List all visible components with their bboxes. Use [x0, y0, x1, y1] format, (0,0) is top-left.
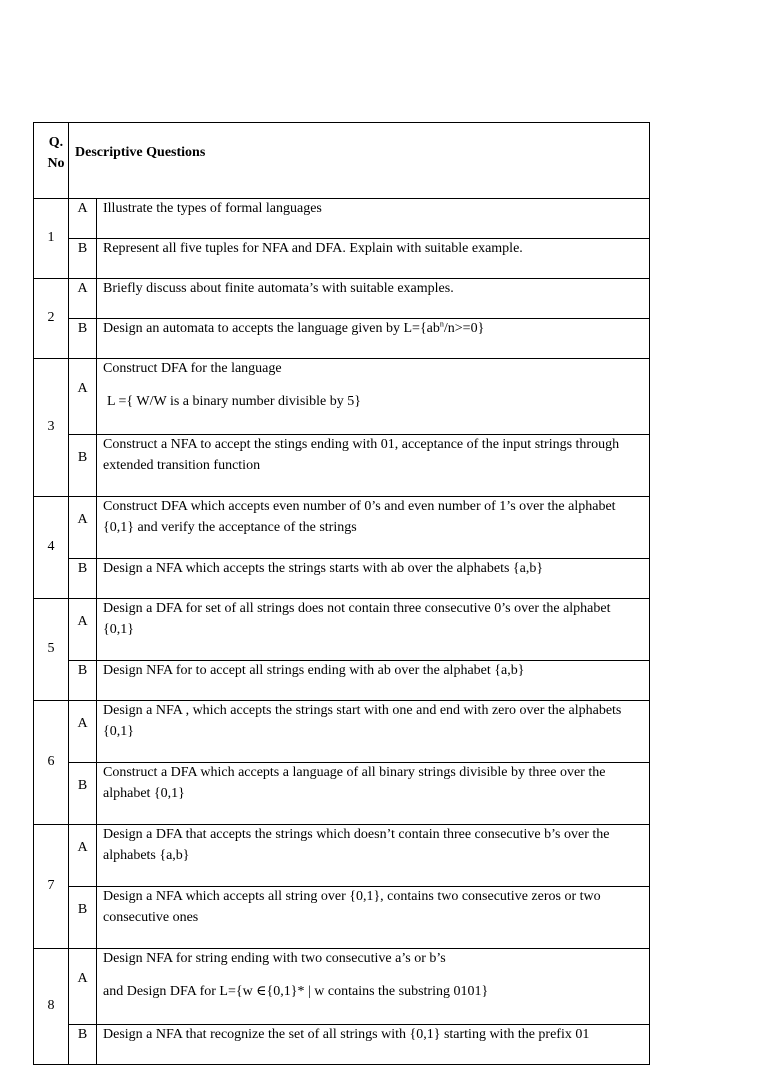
questions-table — [33, 122, 650, 1065]
question-text: Represent all five tuples for NFA and DFA. Explain with suitable example. — [97, 239, 650, 279]
question-text: Design a NFA which accepts all string over {0,1}, contains two consecutive zeros or two consecutive ones — [97, 887, 650, 949]
question-text: Briefly discuss about finite automata’s with suitable examples. — [97, 279, 650, 319]
part-label: B — [69, 435, 97, 497]
part-label: B — [69, 239, 97, 279]
part-label: B — [69, 887, 97, 949]
part-label: A — [69, 701, 97, 763]
question-number: 2 — [34, 279, 69, 359]
question-text: Design a DFA for set of all strings does not contain three consecutive 0’s over the alphabet {0,1} — [97, 599, 650, 661]
part-label: B — [69, 559, 97, 599]
question-text: Construct DFA which accepts even number of 0’s and even number of 1’s over the alphabet {0,1} and verify the acceptance of the strings — [97, 497, 650, 559]
header-qno: Q. No — [34, 123, 69, 199]
table-row — [34, 949, 650, 1025]
question-text — [97, 319, 650, 359]
table-row — [34, 559, 650, 599]
question-text: Design a NFA which accepts the strings starts with ab over the alphabets {a,b} — [97, 559, 650, 599]
question-text: Design NFA for to accept all strings ending with ab over the alphabet {a,b} — [97, 661, 650, 701]
table-row — [34, 319, 650, 359]
table-row — [34, 199, 650, 239]
question-text: Design a NFA that recognize the set of all strings with {0,1} starting with the prefix 01 — [97, 1025, 650, 1065]
question-text: Illustrate the types of formal languages — [97, 199, 650, 239]
question-text: Construct a NFA to accept the stings ending with 01, acceptance of the input strings through extended transition function — [97, 435, 650, 497]
question-number: 6 — [34, 701, 69, 825]
question-text: Design a NFA , which accepts the strings start with one and end with zero over the alphabets {0,1} — [97, 701, 650, 763]
part-label: A — [69, 599, 97, 661]
question-text — [97, 949, 650, 1025]
table-row — [34, 359, 650, 435]
superscript-n: n — [439, 319, 444, 329]
part-label: A — [69, 497, 97, 559]
part-label: A — [69, 279, 97, 319]
question-text: Design a DFA that accepts the strings which doesn’t contain three consecutive b’s over the alphabets {a,b} — [97, 825, 650, 887]
question-line — [103, 392, 643, 413]
table-row — [34, 239, 650, 279]
question-number: 7 — [34, 825, 69, 949]
part-label: B — [69, 1025, 97, 1065]
question-line: Design NFA for string ending with two consecutive a’s or b’s — [103, 951, 446, 966]
question-number: 4 — [34, 497, 69, 599]
table-row — [34, 435, 650, 497]
question-text-part: /n>=0} — [443, 321, 485, 336]
part-label: B — [69, 763, 97, 825]
table-row — [34, 661, 650, 701]
question-formula: L ={ W/W is a binary number divisible by 5} — [107, 393, 361, 409]
table-row — [34, 887, 650, 949]
table-row — [34, 825, 650, 887]
question-text: Construct a DFA which accepts a language of all binary strings divisible by three over the alphabet {0,1} — [97, 763, 650, 825]
question-line: Construct DFA for the language — [103, 361, 282, 376]
part-label: B — [69, 661, 97, 701]
table-row — [34, 497, 650, 559]
part-label: A — [69, 359, 97, 435]
part-label: B — [69, 319, 97, 359]
question-text — [97, 359, 650, 435]
question-number: 8 — [34, 949, 69, 1065]
part-label: A — [69, 949, 97, 1025]
question-number: 1 — [34, 199, 69, 279]
question-number: 3 — [34, 359, 69, 497]
table-header-row — [34, 123, 650, 199]
question-line: and Design DFA for L={w ∈{0,1}* | w contains the substring 0101} — [103, 983, 489, 999]
part-label: A — [69, 199, 97, 239]
part-label: A — [69, 825, 97, 887]
table-row — [34, 701, 650, 763]
table-row — [34, 1025, 650, 1065]
table-row — [34, 599, 650, 661]
table-row — [34, 279, 650, 319]
table-row — [34, 763, 650, 825]
header-title: Descriptive Questions — [69, 123, 650, 199]
question-number: 5 — [34, 599, 69, 701]
question-text-part: Design an automata to accepts the language given by L={ab — [103, 321, 440, 336]
